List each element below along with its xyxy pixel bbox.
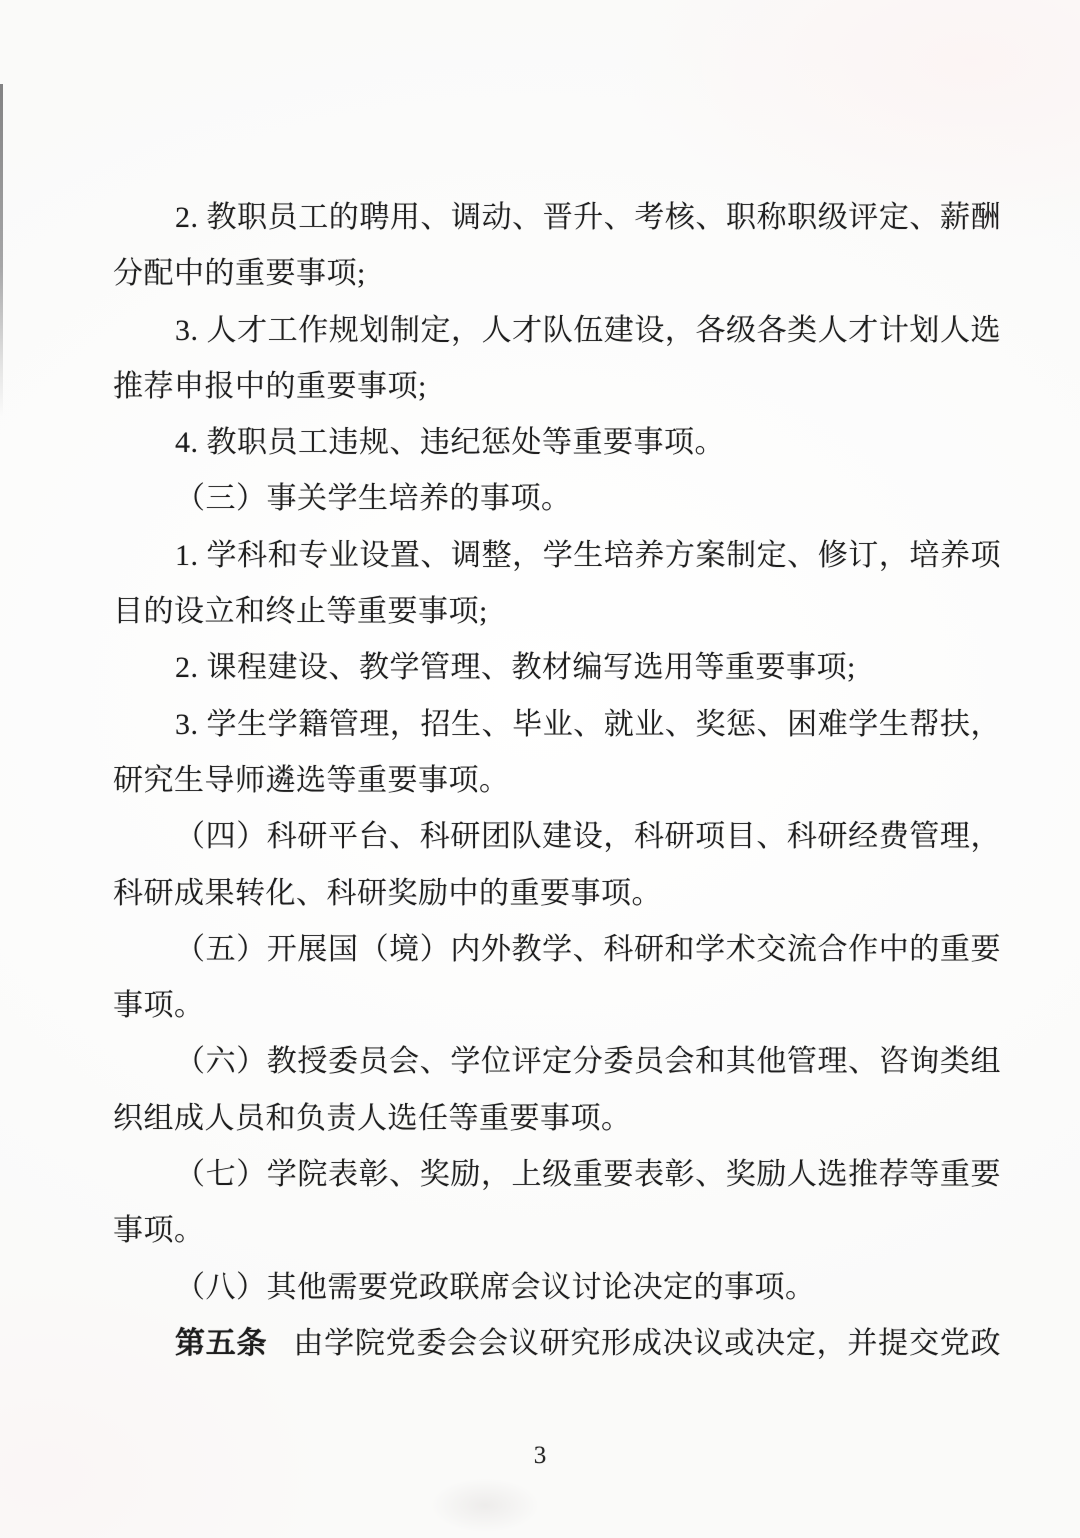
text-line: （四）科研平台、科研团队建设，科研项目、科研经费管理， [175, 820, 1001, 854]
text-line: 3. 人才工作规划制定，人才队伍建设，各级各类人才计划人选 [175, 313, 1001, 347]
text-line: 目的设立和终止等重要事项; [113, 595, 488, 629]
text-line: 推荐申报中的重要事项; [113, 369, 427, 403]
article-number: 第五条 [175, 1326, 268, 1360]
page-number: 3 [533, 1442, 547, 1469]
scan-smudge-artifact [430, 1478, 540, 1533]
text-line: 分配中的重要事项; [113, 257, 366, 291]
text-line: 事项。 [113, 1214, 205, 1248]
text-line: （五）开展国（境）内外教学、科研和学术交流合作中的重要 [175, 932, 1001, 966]
text-line: 研究生导师遴选等重要事项。 [113, 763, 510, 797]
text-line: 第五条 由学院党委会会议研究形成决议或决定，并提交党政 [175, 1326, 1001, 1360]
text-line: 织组成人员和负责人选任等重要事项。 [113, 1101, 632, 1135]
text-line: 2. 教职员工的聘用、调动、晋升、考核、职称职级评定、薪酬 [175, 201, 1001, 234]
text-line: （八）其他需要党政联席会议讨论决定的事项。 [175, 1270, 816, 1304]
document-body [113, 190, 1001, 1372]
text-line: 4. 教职员工违规、违纪惩处等重要事项。 [175, 426, 725, 460]
text-line: （三）事关学生培养的事项。 [175, 482, 572, 516]
text-line: 3. 学生学籍管理，招生、毕业、就业、奖惩、困难学生帮扶， [175, 707, 1001, 741]
scan-edge-artifact [0, 84, 3, 416]
text-line: 事项。 [113, 989, 205, 1023]
text-line: （六）教授委员会、学位评定分委员会和其他管理、咨询类组 [175, 1045, 1001, 1079]
text-line: 科研成果转化、科研奖励中的重要事项。 [113, 876, 662, 910]
text-line: 2. 课程建设、教学管理、教材编写选用等重要事项; [175, 651, 856, 685]
text-line: 1. 学科和专业设置、调整，学生培养方案制定、修订，培养项 [175, 538, 1001, 572]
text-line: （七）学院表彰、奖励，上级重要表彰、奖励人选推荐等重要 [175, 1158, 1001, 1192]
